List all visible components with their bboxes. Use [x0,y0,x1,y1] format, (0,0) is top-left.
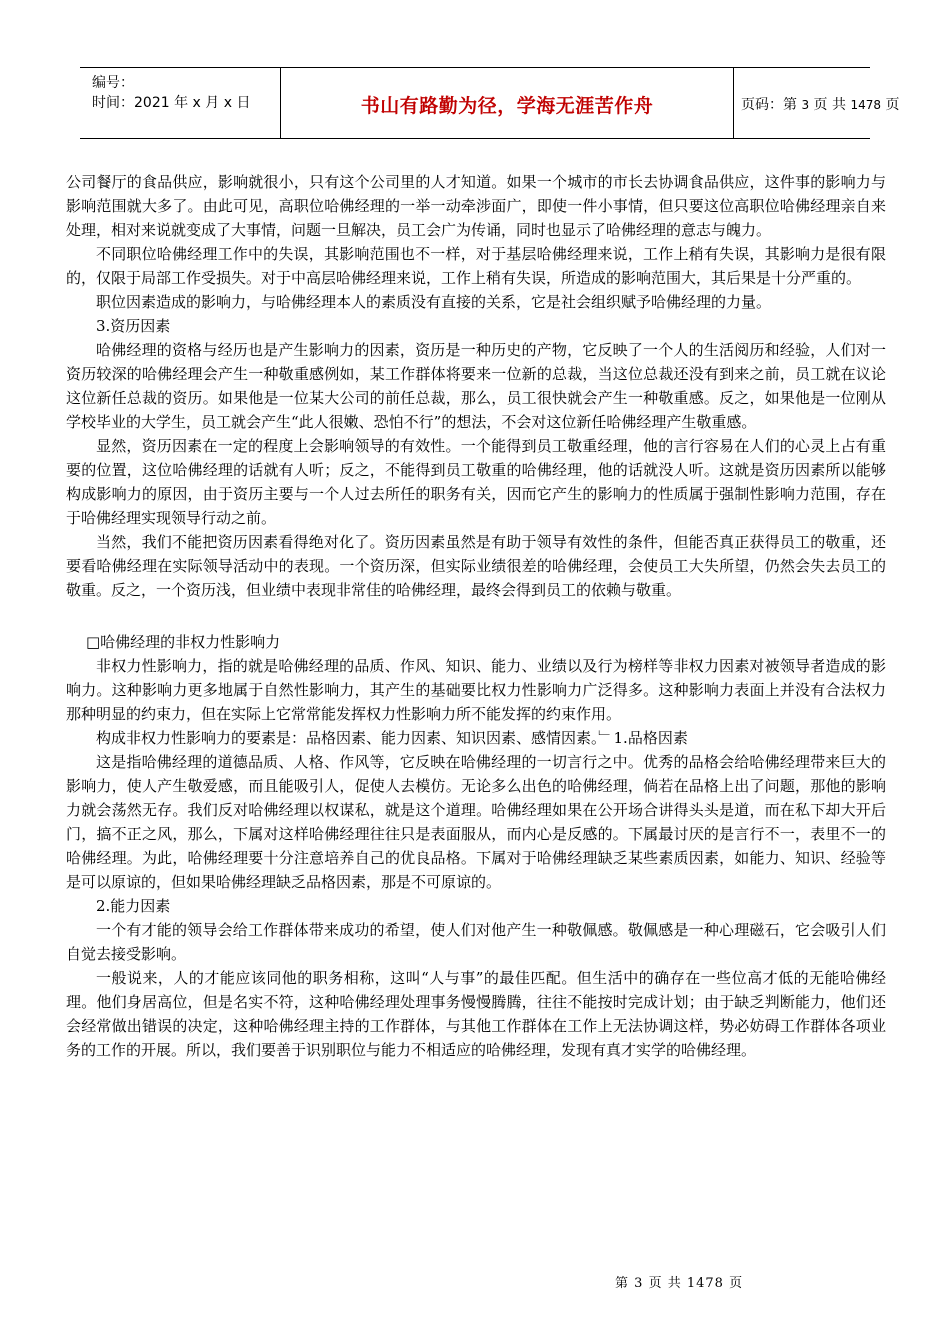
paragraph: 构成非权力性影响力的要素是：品格因素、能力因素、知识因素、感情因素。﹂1.品格因素 [96,729,688,747]
paragraph: 当然，我们不能把资历因素看得绝对化了。资历因素虽然是有助于领导有效性的条件，但能否真正获得员工的敬重，还要看哈佛经理在实际领导活动中的表现。一个资历深，但实际业绩很差的哈佛经理，会使员工大失所望，仍然会失去员工的敬重。反之，一个资历浅，但业绩中表现非常佳的哈佛经理，最终会得到员工的依赖与敬重。 [66,533,886,599]
paragraph: 不同职位哈佛经理工作中的失误，其影响范围也不一样，对于基层哈佛经理来说，工作上稍有失误，其影响力是很有限的，仅限于局部工作受损失。对于中高层哈佛经理来说，工作上稍有失误，所造成的影响范围大，其后果是十分严重的。 [66,245,886,287]
document-number-label: 编号： [92,75,134,91]
page-prefix: 页码：第 [741,97,797,113]
footer-total-pages: 1478 [686,1276,724,1291]
section-heading: □哈佛经理的非权力性影响力 [86,633,281,651]
paragraph: 显然，资历因素在一定的程度上会影响领导的有效性。一个能得到员工敬重经理，他的言行容易在人们的心灵上占有重要的位置，这位哈佛经理的话就有人听；反之，不能得到员工敬重的哈佛经理，他的话就没人听。这就是资历因素所以能够构成影响力的原因，由于资历主要与一个人过去所任的职务有关，因而它产生的影响力的性质属于强制性影响力范围，存在于哈佛经理实现领导行动之前。 [66,437,886,527]
header-meta [80,68,280,138]
page-footer [615,1272,743,1291]
paragraph: 一般说来，人的才能应该同他的职务相称，这叫“人与事”的最佳匹配。但生活中的确存在一些位高才低的无能哈佛经理。他们身居高位，但是名实不符，这种哈佛经理处理事务慢慢腾腾，往往不能按时完成计划；由于缺乏判断能力，他们还会经常做出错误的决定，这种哈佛经理主持的工作群体，与其他工作群体在工作上无法协调这样，势必妨碍工作群体各项业务的工作的开展。所以，我们要善于识别职位与能力不相适应的哈佛经理，发现有真才实学的哈佛经理。 [66,969,886,1059]
section-heading: 2.能力因素 [96,897,171,915]
page-mid: 页 共 [813,97,846,113]
document-date: 时间：2021 年 x 月 x 日 [92,95,251,111]
motto-text: 书山有路勤为径，学海无涯苦作舟 [360,95,654,117]
section-heading: 3.资历因素 [96,317,171,335]
page-header [80,67,900,139]
header-motto-cell [280,68,734,138]
page-suffix: 页 [885,97,900,113]
document-body [66,170,886,1062]
page-indicator [741,94,899,114]
paragraph: 哈佛经理的资格与经历也是产生影响力的因素，资历是一种历史的产物，它反映了一个人的生活阅历和经验，人们对一资历较深的哈佛经理会产生一种敬重感例如，某工作群体将要来一位新的总裁，当这位总裁还没有到来之前，员工就在议论这位新任总裁的资历。如果他是一位某大公司的前任总裁，那么，员工很快就会产生一种敬重感。反之，如果他是一位刚从学校毕业的大学生，员工就会产生“此人很嫩、恐怕不行”的想法，不会对这位新任哈佛经理产生敬重感。 [66,341,886,431]
paragraph: 公司餐厅的食品供应，影响就很小，只有这个公司里的人才知道。如果一个城市的市长去协调食品供应，这件事的影响力与影响范围就大多了。由此可见，高职位哈佛经理的一举一动牵涉面广，即使一件小事情，但只要这位高职位哈佛经理亲自来处理，相对来说就变成了大事情，问题一旦解决，员工会广为传诵，同时也显示了哈佛经理的意志与魄力。 [66,173,886,239]
page-total: 1478 [850,98,881,112]
footer-mid: 页 共 [648,1276,682,1291]
footer-prefix: 第 [615,1276,630,1291]
header-page-info [733,68,900,138]
footer-current-page: 3 [634,1276,644,1291]
page-current: 3 [801,98,810,112]
footer-suffix: 页 [729,1276,744,1291]
paragraph: 职位因素造成的影响力，与哈佛经理本人的素质没有直接的关系，它是社会组织赋予哈佛经理的力量。 [96,293,772,311]
paragraph: 这是指哈佛经理的道德品质、人格、作风等，它反映在哈佛经理的一切言行之中。优秀的品格会给哈佛经理带来巨大的影响力，使人产生敬爱感，而且能吸引人，促使人去模仿。无论多么出色的哈佛经理，倘若在品格上出了问题，那他的影响力就会荡然无存。我们反对哈佛经理以权谋私，就是这个道理。哈佛经理如果在公开场合讲得头头是道，而在私下却大开后门，搞不正之风，那么，下属对这样哈佛经理往往只是表面服从，而内心是反感的。下属最讨厌的是言行不一，表里不一的哈佛经理。为此，哈佛经理要十分注意培养自己的优良品格。下属对于哈佛经理缺乏某些素质因素，如能力、知识、经验等是可以原谅的，但如果哈佛经理缺乏品格因素，那是不可原谅的。 [66,753,886,891]
paragraph: 非权力性影响力，指的就是哈佛经理的品质、作风、知识、能力、业绩以及行为榜样等非权力因素对被领导者造成的影响力。这种影响力更多地属于自然性影响力，其产生的基础要比权力性影响力广泛得多。这种影响力表面上并没有合法权力那种明显的约束力，但在实际上它常常能发挥权力性影响力所不能发挥的约束作用。 [66,657,886,723]
blank-line [66,602,886,626]
paragraph: 一个有才能的领导会给工作群体带来成功的希望，使人们对他产生一种敬佩感。敬佩感是一种心理磁石，它会吸引人们自觉去接受影响。 [66,921,886,963]
